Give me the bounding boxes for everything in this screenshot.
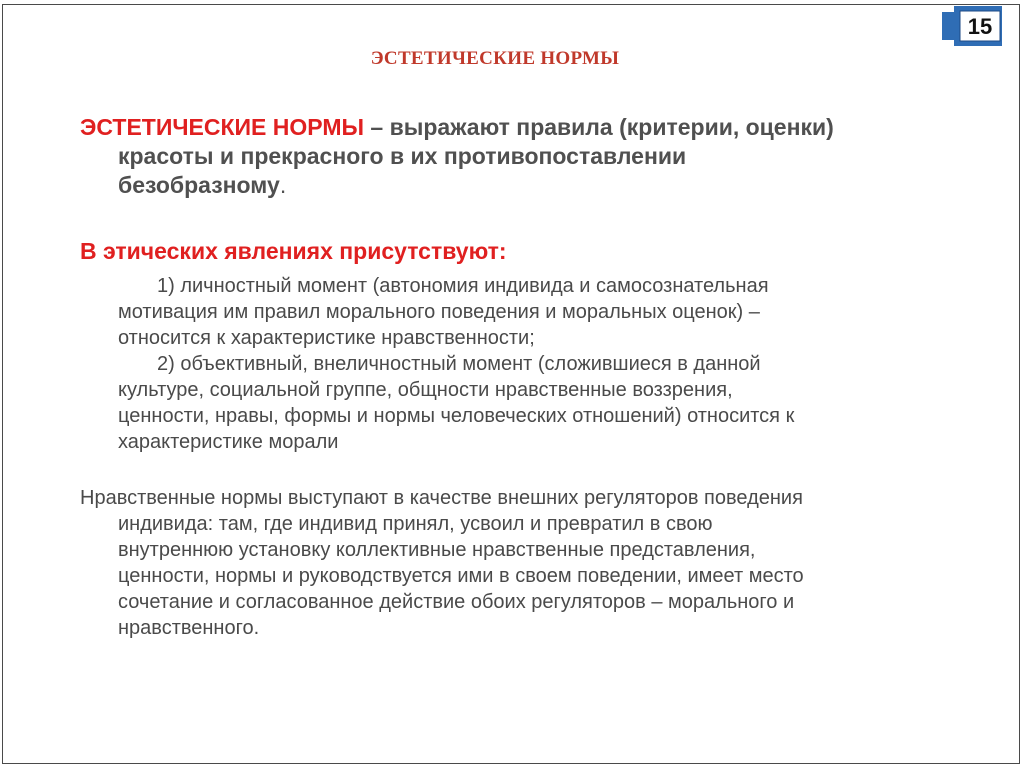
definition-text-2: красоты и прекрасного в их противопоставлении [118,143,687,169]
definition-paragraph [80,113,960,200]
moral-norms-paragraph [80,485,960,641]
moral-norms-line-5: сочетание и согласованное действие обоих регуляторов – морального и [118,591,795,613]
slide-number-badge [940,4,1006,48]
moral-norms-line-3: внутреннюю установку коллективные нравственные представления, [118,539,756,561]
ethics-item-2-line-2: культуре, социальной группе, общности нравственные воззрения, [118,379,733,401]
ethics-item-2 [118,351,998,455]
ethics-item-1-line-1: 1) личностный момент (автономия индивида и самосознательная [157,275,769,297]
definition-line-1 [80,113,960,142]
moral-norms-line-6: нравственного. [118,617,260,639]
ethics-item-2-line-1: 2) объективный, внеличностный момент (сложившиеся в данной [157,353,761,375]
definition-text-3: безобразному [118,172,280,198]
definition-line-3 [80,171,960,200]
ethics-heading: В этических явлениях присутствуют: [80,238,507,264]
ethics-item-2-line-4: характеристике морали [118,431,339,453]
ethics-item-1-line-3: относится к характеристике нравственности; [118,327,535,349]
moral-norms-line-1: Нравственные нормы выступают в качестве внешних регуляторов поведения [80,487,803,509]
ethics-item-2-line-3: ценности, нравы, формы и нормы человеческих отношений) относится к [118,405,795,427]
slide-title: ЭСТЕТИЧЕСКИЕ НОРМЫ [370,48,620,69]
ethics-item-1 [118,273,998,351]
definition-term: ЭСТЕТИЧЕСКИЕ НОРМЫ [80,114,364,140]
definition-period: . [279,172,287,198]
moral-norms-line-4: ценности, нормы и руководствуется ими в своем поведении, имеет место [118,565,804,587]
ethics-item-1-line-2: мотивация им правил морального поведения и моральных оценок) – [118,301,760,323]
slide-number: 15 [967,14,993,39]
moral-norms-line-2: индивида: там, где индивид принял, усвоил и превратил в свою [118,513,713,535]
definition-text-1: – выражают правила (критерии, оценки) [364,114,834,140]
